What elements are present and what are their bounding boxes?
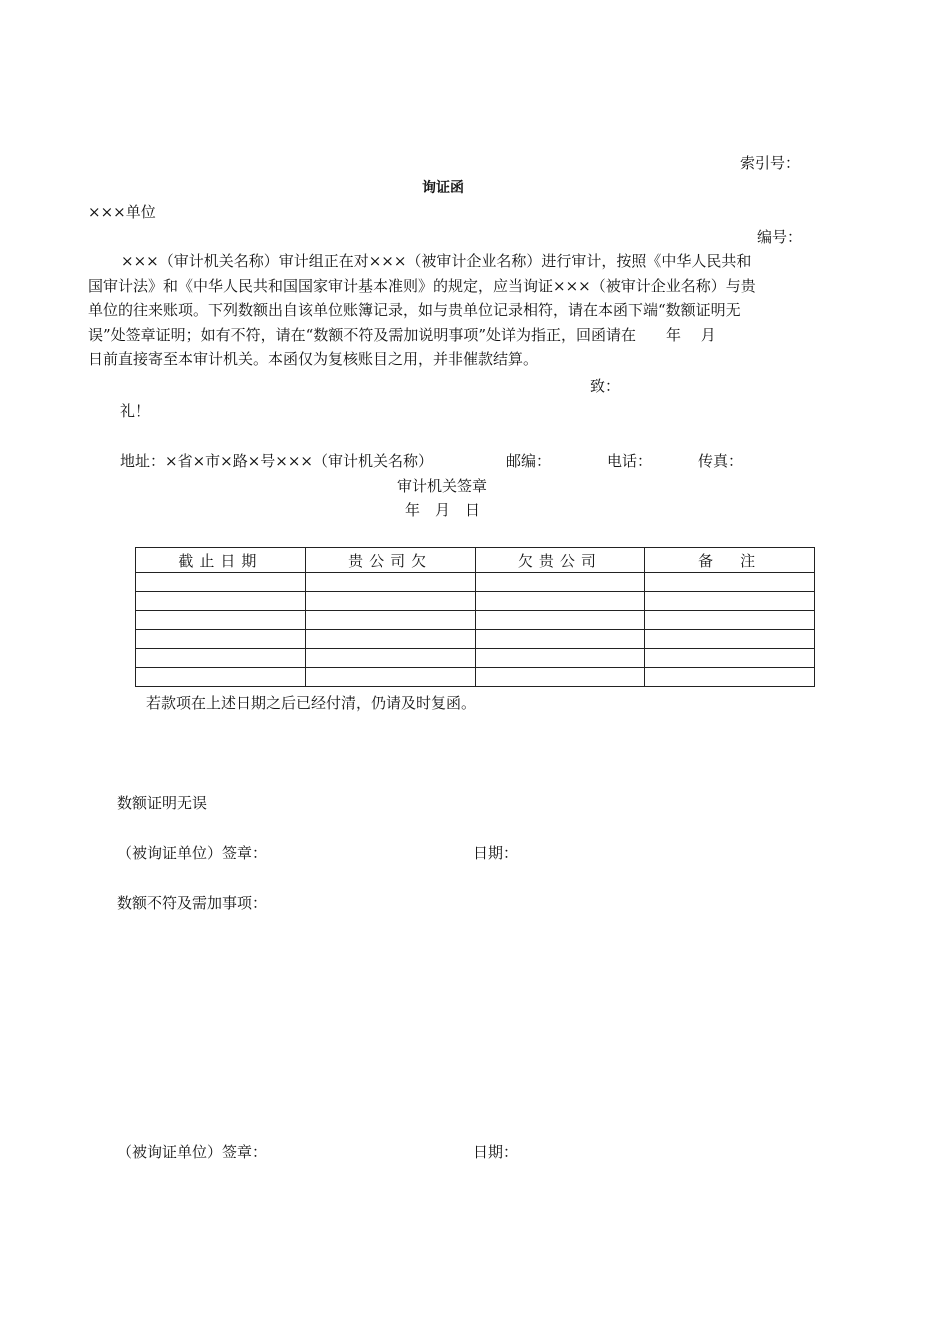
table-cell [645, 649, 815, 668]
date-label-2: 日期： [473, 1143, 519, 1161]
table-cell [136, 668, 306, 687]
table-cell [305, 649, 475, 668]
serial-number-label: 编号： [757, 228, 803, 246]
table-cell [475, 573, 645, 592]
seal-date: 年 月 日 [405, 501, 481, 519]
amount-mismatch-label: 数额不符及需加事项： [117, 894, 268, 912]
column-remarks: 备 注 [645, 548, 815, 573]
table-cell [305, 630, 475, 649]
body-line: 国审计法》和《中华人民共和国国家审计基本准则》的规定，应当询证×××（被审计企业名称）与贵 [88, 276, 756, 295]
table-row [136, 668, 815, 687]
balance-table [135, 547, 815, 687]
index-number-label: 索引号： [740, 154, 801, 172]
table-cell [645, 592, 815, 611]
recipient-unit: ×××单位 [88, 203, 156, 221]
table-cell [645, 611, 815, 630]
table-cell [136, 611, 306, 630]
table-row [136, 649, 815, 668]
table-cell [136, 592, 306, 611]
table-cell [305, 668, 475, 687]
audit-seal-label: 审计机关签章 [397, 477, 488, 495]
body-line: 误”处签章证明；如有不符，请在“数额不符及需加说明事项”处详为指正，回函请在 年 月 [88, 325, 716, 344]
column-cutoff-date: 截止日期 [136, 548, 306, 573]
table-cell [645, 630, 815, 649]
greeting-salute: 礼！ [120, 402, 151, 420]
respondent-signature-label: （被询证单位）签章： [117, 844, 268, 862]
table-cell [645, 668, 815, 687]
amount-correct-label: 数额证明无误 [117, 794, 208, 812]
table-row [136, 611, 815, 630]
table-cell [305, 573, 475, 592]
postcode-label: 邮编： [506, 452, 552, 470]
table-cell [136, 649, 306, 668]
column-owed-to-company: 欠贵公司 [475, 548, 645, 573]
date-label: 日期： [473, 844, 519, 862]
body-line: 日前直接寄至本审计机关。本函仅为复核账目之用，并非催款结算。 [88, 350, 539, 368]
greeting-to: 致： [590, 377, 621, 395]
fax-label: 传真： [698, 452, 744, 470]
table-cell [305, 592, 475, 611]
letter-body [88, 249, 808, 372]
table-row [136, 630, 815, 649]
table-cell [136, 630, 306, 649]
body-line: ×××（审计机关名称）审计组正在对×××（被审计企业名称）进行审计，按照《中华人民共和 [121, 252, 752, 270]
table-cell [305, 611, 475, 630]
table-cell [136, 573, 306, 592]
respondent-signature-label-2: （被询证单位）签章： [117, 1143, 268, 1161]
table-cell [645, 573, 815, 592]
table-cell [475, 592, 645, 611]
body-line: 单位的往来账项。下列数额出自该单位账簿记录，如与贵单位记录相符，请在本函下端“数额证明无 [88, 301, 741, 319]
table-row [136, 573, 815, 592]
document-title: 询证函 [422, 180, 464, 196]
table-cell [475, 630, 645, 649]
column-owed-by-company: 贵公司欠 [305, 548, 475, 573]
table-row [136, 592, 815, 611]
phone-label: 电话： [607, 452, 653, 470]
table-header-row [136, 548, 815, 573]
table-cell [475, 668, 645, 687]
table-cell [475, 611, 645, 630]
table-cell [475, 649, 645, 668]
payment-note: 若款项在上述日期之后已经付清，仍请及时复函。 [146, 694, 477, 712]
address-line: 地址：×省×市×路×号×××（审计机关名称） [120, 452, 433, 470]
